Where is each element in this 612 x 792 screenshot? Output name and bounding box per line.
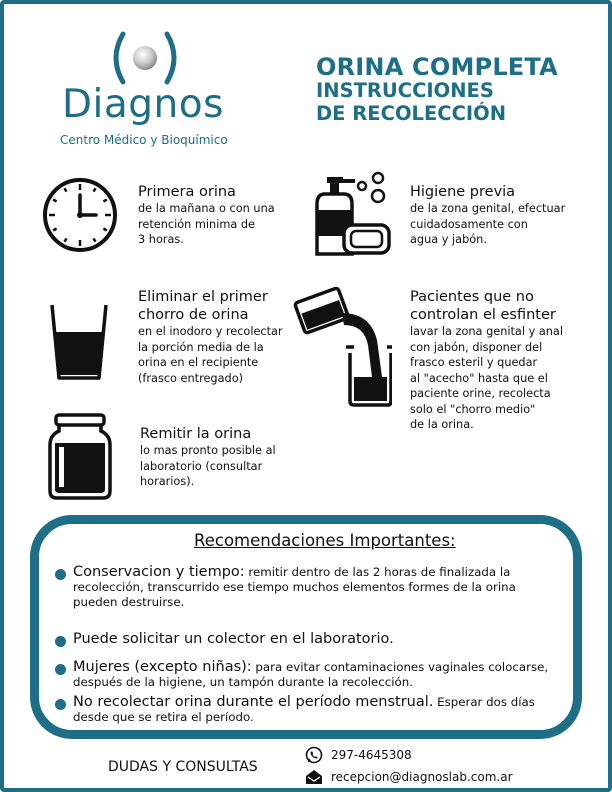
- bullet-icon: [55, 636, 66, 647]
- footer-label: DUDAS Y CONSULTAS: [108, 759, 258, 775]
- recommendation-item: [55, 565, 555, 610]
- recommendation-text: para evitar contaminaciones vaginales colocarse, después de la higiene, un tampón durante la recolección.: [73, 660, 549, 689]
- instruction-heading: Remitir la orina: [140, 426, 252, 442]
- instruction-body-line: al "acecho" hasta que el: [410, 371, 548, 385]
- instruction-body-line: en el inodoro y recolectar: [138, 325, 283, 338]
- phone-contact[interactable]: [305, 746, 412, 764]
- instruction-heading: controlan el esfinter: [410, 307, 556, 323]
- whatsapp-icon: [305, 746, 323, 764]
- instruction-body-line: (frasco entregado): [138, 371, 244, 385]
- bullet-icon: [55, 699, 66, 710]
- instruction-body-line: frasco esteril y quedar: [410, 356, 538, 369]
- instruction-pacientes-esfinter: [410, 288, 563, 433]
- brand-name: Diagnos: [62, 82, 224, 127]
- title-line-3: DE RECOLECCIÓN: [316, 102, 507, 125]
- instruction-heading: Primera orina: [138, 184, 236, 200]
- recommendation-lead: Puede solicitar un colector en el laboratorio.: [73, 631, 394, 647]
- recommendations-title: Recomendaciones Importantes:: [194, 531, 456, 550]
- instruction-body-line: lavar la zona genital y anal: [410, 325, 563, 338]
- instruction-heading: Higiene previa: [410, 184, 516, 200]
- logo-mark-icon: [105, 30, 185, 90]
- logo: [55, 30, 255, 155]
- recommendation-text: remitir dentro de las 2 horas de finalizada la recolección, transcurrido ese tiempo muchos elementos formes de la orina pueden destruirse.: [73, 565, 516, 609]
- bullet-icon: [55, 664, 66, 675]
- recommendation-lead: Mujeres (excepto niñas):: [73, 659, 252, 675]
- instruction-body-line: orina en el recipiente: [138, 356, 259, 369]
- instruction-body-line: cuidadosamente con: [410, 217, 528, 231]
- brand-tagline: Centro Médico y Bioquímico: [60, 133, 228, 147]
- instruction-body-line: lo mas pronto posible al: [140, 444, 276, 457]
- jar-icon: [47, 413, 113, 501]
- soap-icon: [315, 170, 395, 258]
- glass-icon: [48, 302, 110, 382]
- instruction-body-line: solo el "chorro medio": [410, 402, 536, 416]
- recommendations-box: [30, 515, 582, 739]
- mail-icon: [305, 769, 323, 785]
- instruction-body-line: de la orina.: [410, 418, 474, 431]
- recommendation-item: [55, 632, 555, 647]
- instruction-primera-orina: [138, 183, 275, 248]
- email-contact[interactable]: [305, 769, 513, 785]
- email-address[interactable]: recepcion@diagnoslab.com.ar: [331, 770, 513, 784]
- instruction-heading: Eliminar el primer: [138, 289, 268, 305]
- bullet-icon: [55, 569, 66, 580]
- instruction-body-line: con jabón, disponer del: [410, 340, 543, 354]
- phone-number[interactable]: 297-4645308: [331, 748, 412, 762]
- instruction-heading: Pacientes que no: [410, 289, 534, 305]
- recommendation-item: [55, 660, 555, 690]
- instruction-body-line: de la mañana o con una: [138, 202, 275, 215]
- instruction-body-line: horarios).: [140, 475, 195, 488]
- instruction-body-line: agua y jabón.: [410, 233, 487, 246]
- instruction-body-line: laboratorio (consultar: [140, 459, 263, 473]
- recommendation-item: [55, 695, 555, 725]
- clock-icon: [40, 175, 120, 255]
- recommendation-text: Esperar dos días desde que se retira el período.: [73, 695, 535, 724]
- instruction-body-line: retención minima de: [138, 217, 255, 231]
- instruction-body-line: paciente orine, recolecta: [410, 387, 551, 400]
- pouring-icon: [292, 285, 392, 407]
- title-line-1: ORINA COMPLETA: [316, 53, 558, 81]
- instruction-body-line: 3 horas.: [138, 233, 184, 246]
- instruction-remitir: [140, 425, 276, 490]
- recommendation-lead: No recolectar orina durante el período menstrual.: [73, 694, 434, 710]
- page-title: [316, 55, 558, 125]
- recommendation-lead: Conservacion y tiempo:: [73, 564, 245, 580]
- instruction-body-line: la porción media de la: [138, 340, 264, 354]
- instruction-heading: chorro de orina: [138, 307, 249, 323]
- instruction-body-line: de la zona genital, efectuar: [410, 202, 566, 215]
- instruction-eliminar-chorro: [138, 288, 283, 386]
- title-line-2: INSTRUCCIONES: [316, 79, 494, 102]
- instruction-higiene: [410, 183, 565, 248]
